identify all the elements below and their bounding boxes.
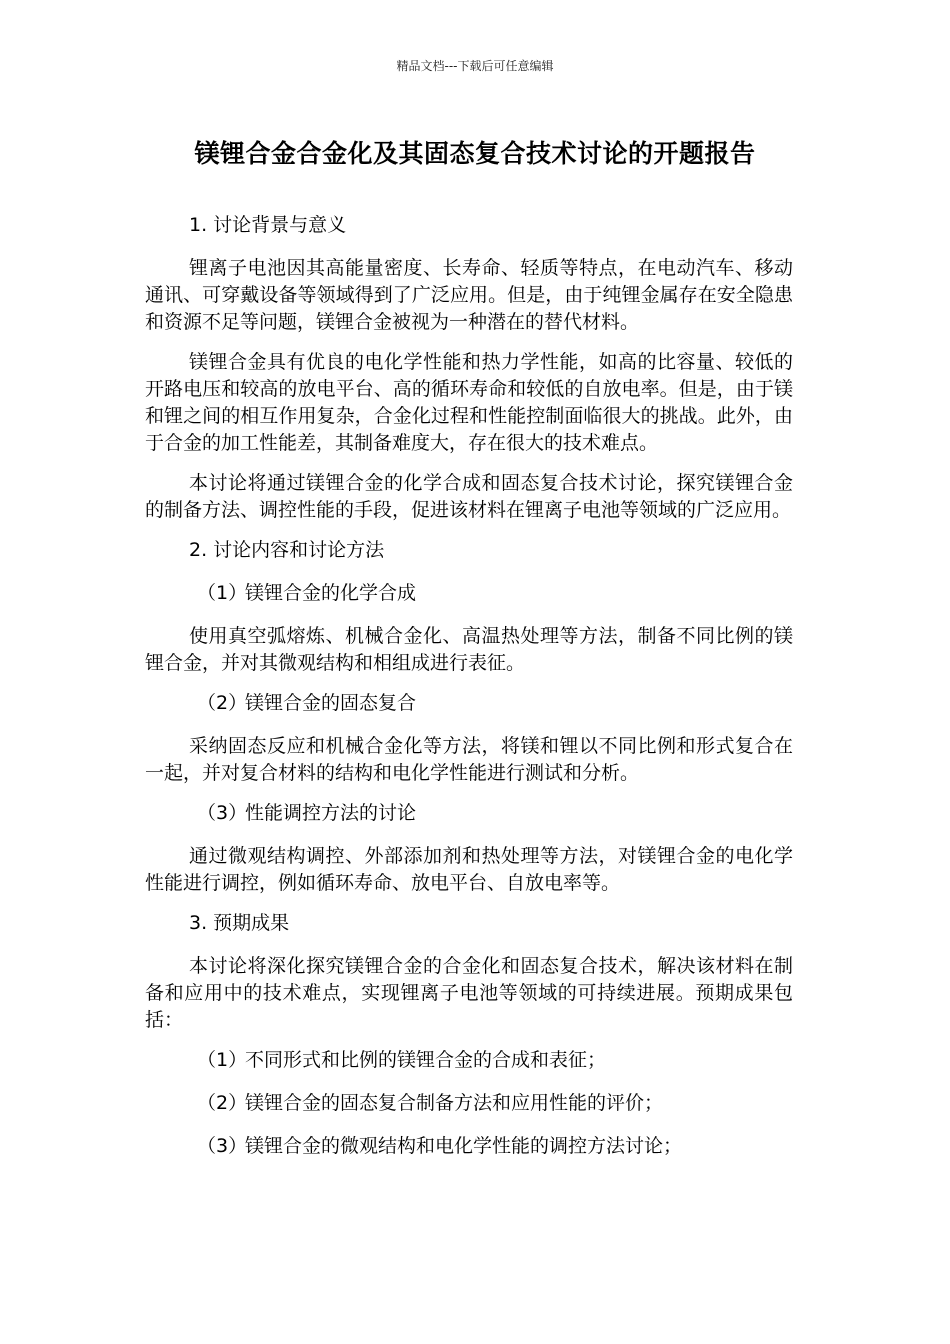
section-1-heading: 1. 讨论背景与意义 <box>189 214 347 236</box>
section-3-heading: 3. 预期成果 <box>189 912 290 934</box>
section-1-paragraph-2: 镁锂合金具有优良的电化学性能和热力学性能，如高的比容量、较低的开路电压和较高的放电平台、高的循环寿命和较低的自放电率。但是，由于镁和锂之间的相互作用复杂，合金化过程和性能控制面临很大的挑战。此外，由于合金的加工性能差，其制备难度大，存在很大的技术难点。 <box>145 351 793 454</box>
section-1-paragraph-3: 本讨论将通过镁锂合金的化学合成和固态复合技术讨论，探究镁锂合金的制备方法、调控性能的手段，促进该材料在锂离子电池等领域的广泛应用。 <box>145 472 793 521</box>
section-2-paragraph-3: 通过微观结构调控、外部添加剂和热处理等方法，对镁锂合金的电化学性能进行调控，例如循环寿命、放电平台、自放电率等。 <box>145 845 793 894</box>
list-item <box>145 1133 793 1160</box>
list-item-text: 不同形式和比例的镁锂合金的合成和表征； <box>245 1049 607 1071</box>
subheading-number: （1） <box>197 582 248 604</box>
subheading-number: （3） <box>197 802 248 824</box>
list-item <box>145 1090 793 1117</box>
list-item-text: 镁锂合金的微观结构和电化学性能的调控方法讨论； <box>245 1135 683 1157</box>
subheading-text: 镁锂合金的化学合成 <box>245 582 417 604</box>
section-2-subheading-3 <box>145 800 793 827</box>
section-2-heading: 2. 讨论内容和讨论方法 <box>189 539 385 561</box>
list-item <box>145 1047 793 1074</box>
list-item-number: （2） <box>197 1092 248 1114</box>
list-item-number: （3） <box>197 1135 248 1157</box>
page-header: 精品文档---下载后可任意编辑 <box>396 59 554 73</box>
list-item-text: 镁锂合金的固态复合制备方法和应用性能的评价； <box>245 1092 664 1114</box>
section-2-paragraph-1: 使用真空弧熔炼、机械合金化、高温热处理等方法，制备不同比例的镁锂合金，并对其微观结构和相组成进行表征。 <box>145 625 793 674</box>
document-body <box>145 212 793 1176</box>
subheading-text: 镁锂合金的固态复合 <box>245 692 417 714</box>
section-3-paragraph-1: 本讨论将深化探究镁锂合金的合金化和固态复合技术，解决该材料在制备和应用中的技术难点，实现锂离子电池等领域的可持续进展。预期成果包括： <box>145 955 793 1031</box>
list-item-number: （1） <box>197 1049 248 1071</box>
subheading-number: （2） <box>197 692 248 714</box>
section-2-subheading-2 <box>145 690 793 717</box>
section-2-paragraph-2: 采纳固态反应和机械合金化等方法，将镁和锂以不同比例和形式复合在一起，并对复合材料的结构和电化学性能进行测试和分析。 <box>145 735 793 784</box>
section-2-subheading-1 <box>145 580 793 607</box>
subheading-text: 性能调控方法的讨论 <box>245 802 417 824</box>
document-title: 镁锂合金合金化及其固态复合技术讨论的开题报告 <box>194 139 756 168</box>
section-1-paragraph-1: 锂离子电池因其高能量密度、长寿命、轻质等特点，在电动汽车、移动通讯、可穿戴设备等领域得到了广泛应用。但是，由于纯锂金属存在安全隐患和资源不足等问题，镁锂合金被视为一种潜在的替代材料。 <box>145 257 793 333</box>
